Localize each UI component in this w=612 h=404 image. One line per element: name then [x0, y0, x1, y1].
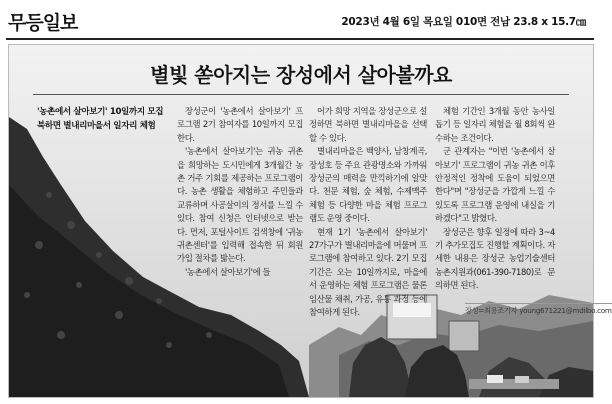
- paragraph: 현재 1기 '농촌에서 살아보기' 27가구가 별내리마을에 머물며 프로그램에 참여하고 있다. 2기 모집 기간은 오는 10일까지로, 마을에서 운영하는 체험 프로그램은 물론 임산물 채취, 가공, 유통 과정 등에 참여하게 된다.: [309, 226, 427, 318]
- paragraph: '농촌에서 살아보기'는 귀농 귀촌을 희망하는 도시민에게 3개월간 농촌 거주 기회를 제공하는 프로그램이다. 농촌 생활을 체험하고 주민들과 교류하며 사공살이의 정서를 느낄 수 있다. 참여 신청은 인터넷으로 받는다. 먼저, 포털사이트 검색창에 '귀농귀촌센터'를 입력해 접속한 뒤 회원가입 절차를 밟는다.: [177, 146, 303, 264]
- headline-rule: [33, 94, 569, 95]
- paragraph: 어가 희망 지역을 장성군으로 설정하면 북하면 별내리마을을 선택할 수 있다.: [309, 106, 427, 143]
- paragraph: 장성군은 향후 일정에 따라 3~4기 추가모집도 진행할 계획이다. 자세한 내용은 장성군 농업기술센터 농촌지원과(061-390-7180)로 문의하면 된다.: [435, 226, 555, 291]
- deck-line: '농촌에서 살아보기' 10일까지 모집: [37, 107, 164, 117]
- article-headline: 별빛 쏟아지는 장성에서 살아볼까요: [150, 63, 452, 87]
- paragraph: 장성군이 '농촌에서 살아보기' 프로그램 2기 참여자를 10일까지 모집한다.: [177, 106, 303, 143]
- paragraph: 군 관계자는 "이번 '농촌에서 살아보기' 프로그램이 귀농 귀촌 이후 안정적인 정착에 도움이 되었으면 한다"며 "장성군을 가깝게 느낄 수 있도록 프로그램 운영에 내실을 기하겠다"고 밝혔다.: [435, 146, 555, 224]
- header-rule: [6, 38, 594, 40]
- article-clipping: [8, 44, 612, 398]
- article-deck: [37, 105, 165, 133]
- reporter-byline: 장성=최용조기자 young671221@mdilbo.com: [465, 303, 612, 316]
- paragraph: '농촌에서 살아보기'에 들: [185, 266, 271, 277]
- paragraph: 별내리마을은 백양사, 남창계곡, 장성호 등 주요 관광명소와 가까워 장성군의 매력을 만끽하기에 알맞다. 천문 체험, 숲 체험, 수제맥주 체험 등 다양한 마을 체험 프로그램도 운영 중이다.: [309, 146, 427, 224]
- paragraph: 체험 기간인 3개월 동안 농사일 돕기 등 일자리 체험을 월 8회씩 완수하는 조건이다.: [435, 106, 555, 143]
- deck-line: 북하면 별내리마을서 일자리 체험: [37, 121, 156, 131]
- article-column-1: [177, 105, 303, 279]
- article-column-2: [309, 105, 427, 320]
- clipping-metadata: 2023년 4월 6일 목요일 010면 전남 23.8 x 15.7㎝: [341, 16, 586, 28]
- clipping-header: [0, 0, 600, 44]
- article-column-3: [435, 105, 555, 293]
- newspaper-logo: 무등일보: [8, 12, 78, 34]
